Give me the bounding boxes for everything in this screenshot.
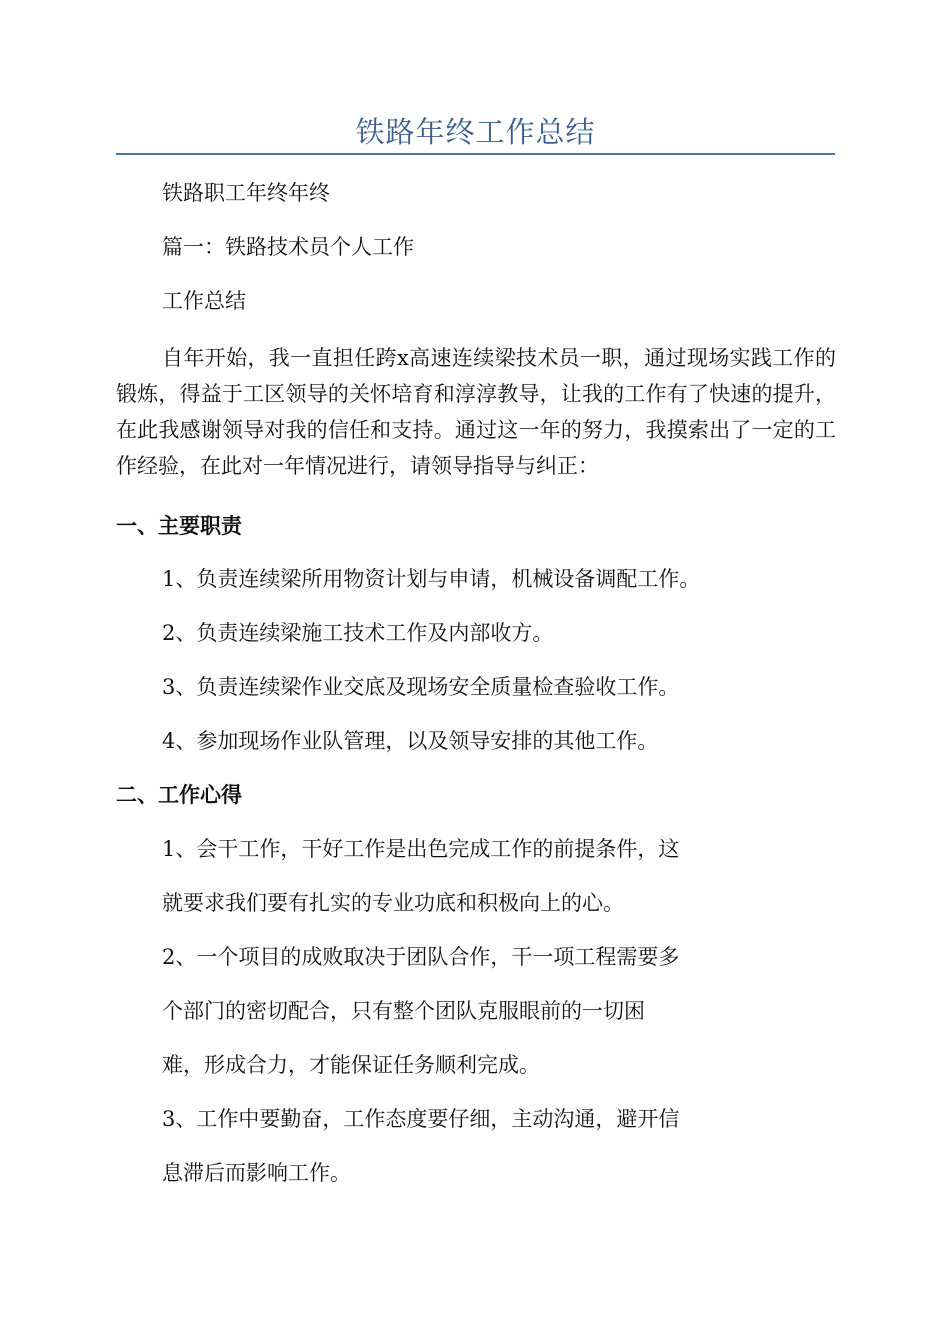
duty-item: 3、负责连续梁作业交底及现场安全质量检查验收工作。 (162, 675, 680, 699)
section-heading-duties: 一、主要职责 (116, 513, 242, 538)
experience-line: 息滞后而影响工作。 (162, 1161, 351, 1185)
experience-line: 3、工作中要勤奋，工作态度要仔细，主动沟通，避开信 (162, 1107, 680, 1131)
summary-label: 工作总结 (162, 289, 246, 313)
experience-line: 难，形成合力，才能保证任务顺利完成。 (162, 1053, 540, 1077)
experience-line: 就要求我们要有扎实的专业功底和积极向上的心。 (162, 891, 624, 915)
duty-item: 1、负责连续梁所用物资计划与申请，机械设备调配工作。 (162, 567, 701, 591)
title-underline (116, 153, 835, 155)
section-heading-experience: 二、工作心得 (116, 782, 242, 807)
document-title: 铁路年终工作总结 (355, 115, 596, 149)
experience-line: 个部门的密切配合，只有整个团队克服眼前的一切困 (162, 999, 645, 1023)
experience-line: 2、一个项目的成败取决于团队合作，干一项工程需要多 (162, 945, 680, 969)
experience-line: 1、会干工作，干好工作是出色完成工作的前提条件，这 (162, 837, 680, 861)
duty-item: 4、参加现场作业队管理，以及领导安排的其他工作。 (162, 729, 659, 753)
chapter-line: 篇一：铁路技术员个人工作 (162, 235, 414, 259)
subtitle-line: 铁路职工年终年终 (162, 181, 330, 205)
duty-item: 2、负责连续梁施工技术工作及内部收方。 (162, 621, 554, 645)
intro-paragraph: 自年开始，我一直担任跨x高速连续梁技术员一职，通过现场实践工作的锻炼，得益于工区领导的关怀培育和淳淳教导，让我的工作有了快速的提升，在此我感谢领导对我的信任和支持。通过这一年的努力，我摸索出了一定的工作经验，在此对一年情况进行，请领导指导与纠正： (116, 346, 836, 478)
